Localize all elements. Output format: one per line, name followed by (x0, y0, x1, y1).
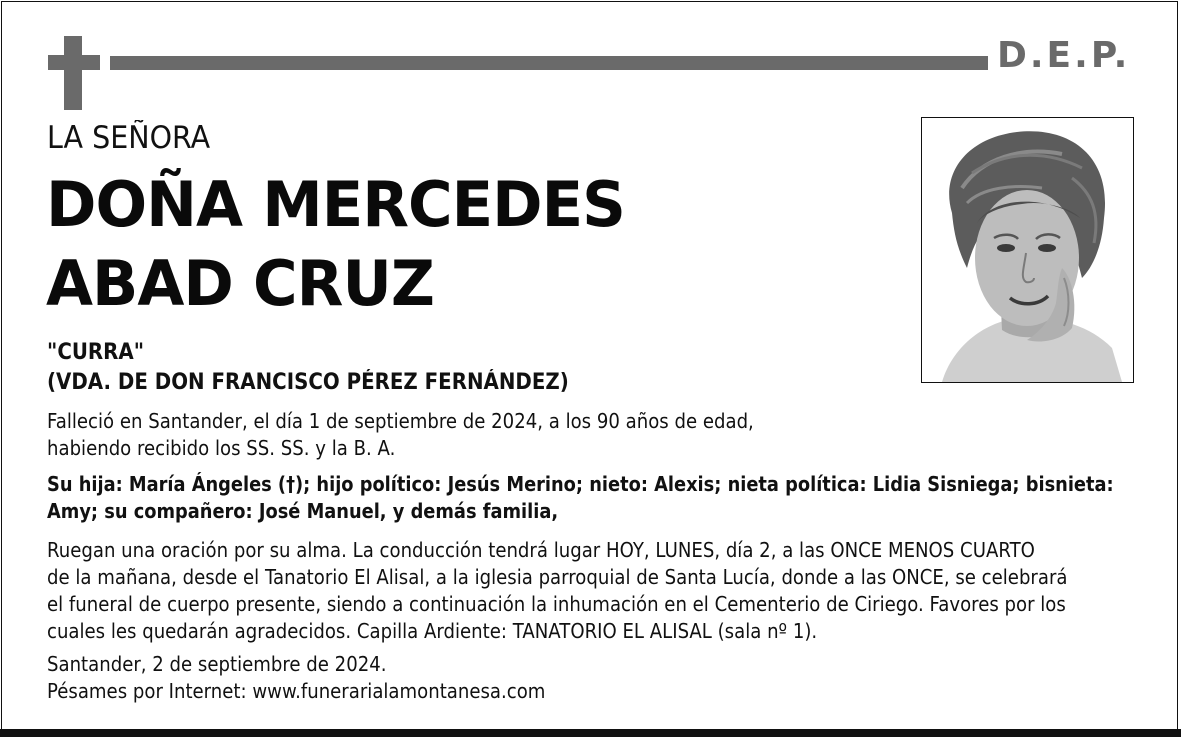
title-label: LA SEÑORA (47, 120, 211, 156)
nickname: "CURRA" (47, 340, 145, 365)
service-line: el funeral de cuerpo presente, siendo a continuación la inhumación en el Cementerio de Ciriego. Favores por los (47, 592, 1066, 616)
portrait-photo (921, 117, 1134, 383)
service-line: Ruegan una oración por su alma. La conducción tendrá lugar HOY, LUNES, día 2, a las ONCE MENOS CUARTO (47, 538, 1035, 562)
dep-label: D.E.P. (997, 35, 1131, 76)
service-details (47, 537, 1133, 645)
service-line: cuales les quedarán agradecidos. Capilla Ardiente: TANATORIO EL ALISAL (sala nº 1). (47, 619, 818, 643)
cross-icon (48, 36, 100, 110)
family-line: Amy; su compañero: José Manuel, y demás familia, (47, 499, 559, 523)
deceased-name-line2: ABAD CRUZ (46, 247, 434, 320)
family-list (47, 471, 1115, 525)
header-rule (110, 56, 988, 70)
service-line: de la mañana, desde el Tanatorio El Alisal, a la iglesia parroquial de Santa Lucía, donde a las ONCE, se celebrará (47, 565, 1068, 589)
widow-of: (VDA. DE DON FRANCISCO PÉREZ FERNÁNDEZ) (47, 370, 569, 395)
death-notice-line: Falleció en Santander, el día 1 de septiembre de 2024, a los 90 años de edad, (47, 409, 754, 433)
death-notice (47, 408, 1133, 462)
deceased-name-line1: DOÑA MERCEDES (46, 168, 625, 241)
condolences-link: Pésames por Internet: www.funerarialamontanesa.com (47, 679, 546, 703)
death-notice-line: habiendo recibido los SS. SS. y la B. A. (47, 436, 396, 460)
closing (47, 651, 1133, 705)
place-date: Santander, 2 de septiembre de 2024. (47, 652, 387, 676)
family-line: Su hija: María Ángeles (†); hijo político: Jesús Merino; nieto: Alexis; nieta política: Lidia Sisniega; bisnieta: (47, 472, 1114, 496)
bottom-rule (0, 729, 1181, 737)
